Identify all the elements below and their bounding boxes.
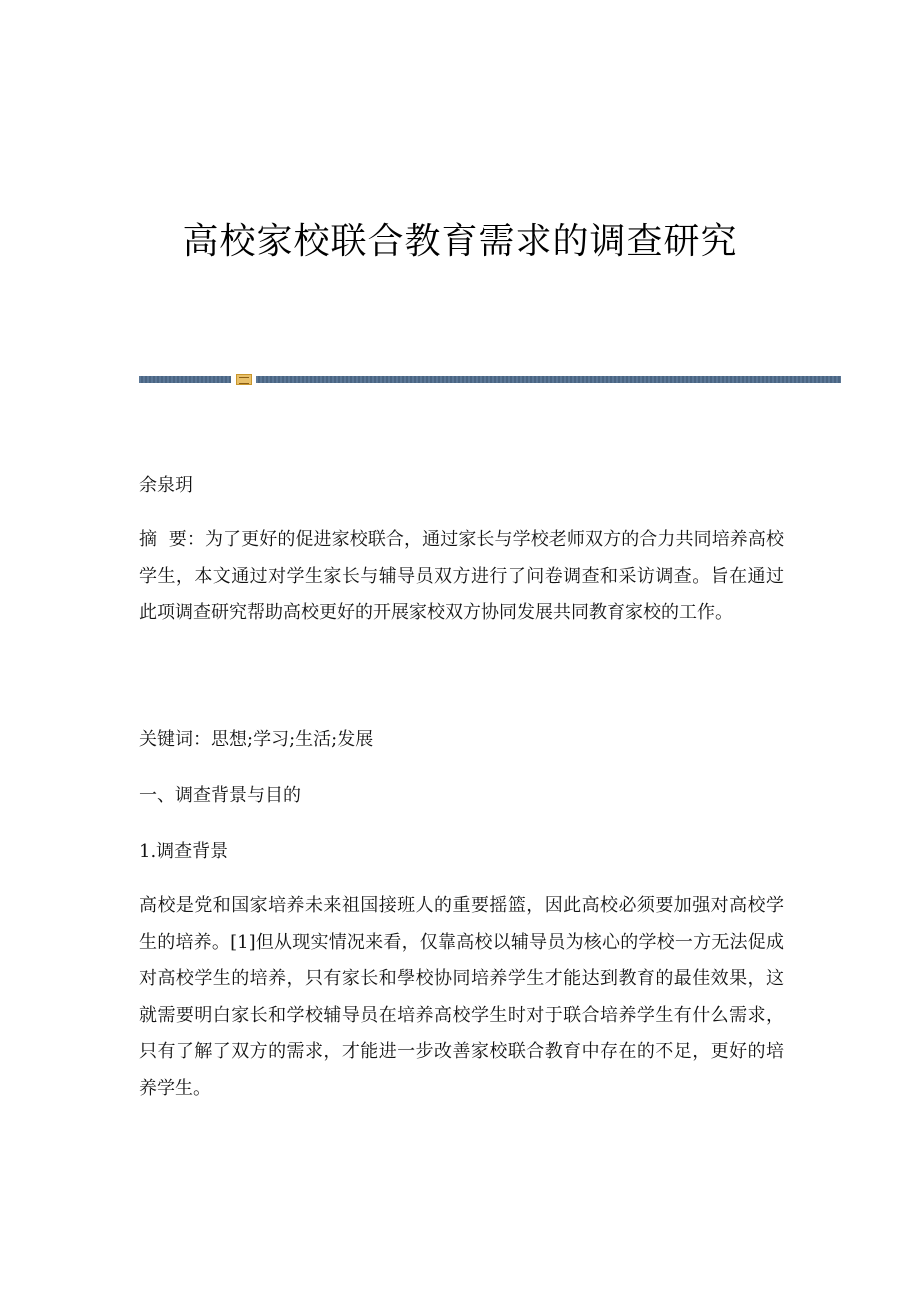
abstract-text: 为了更好的促进家校联合，通过家长与学校老师双方的合力共同培养高校学生，本文通过对学生家长与辅导员双方进行了问卷调查和采访调查。旨在通过此项调查研究帮助高校更好的开展家校双方协同发展共同教育家校的工作。 [139, 529, 784, 623]
keywords-label: 关键词： [139, 729, 211, 750]
section-heading: 一、调查背景与目的 [139, 785, 301, 806]
title-divider [139, 374, 841, 384]
envelope-ornament-icon [236, 374, 252, 385]
author-name: 余泉玥 [139, 475, 193, 496]
subsection-heading: 1.调查背景 [139, 841, 229, 862]
abstract-label: 摘 要： [139, 529, 205, 550]
divider-bar-left [139, 376, 231, 383]
keywords [139, 722, 784, 759]
abstract [139, 522, 784, 632]
body-paragraph: 高校是党和国家培养未来祖国接班人的重要摇篮，因此高校必须要加强对高校学生的培养。[1]但从现实情况来看，仅靠高校以辅导员为核心的学校一方无法促成对高校学生的培养，只有家长和學校协同培养学生才能达到教育的最佳效果，这就需要明白家长和学校辅导员在培养高校学生时对于联合培养学生有什么需求，只有了解了双方的需求，才能进一步改善家校联合教育中存在的不足，更好的培养学生。 [139, 895, 784, 1099]
keywords-text: 思想;学习;生活;发展 [211, 729, 374, 750]
divider-bar-right [256, 376, 841, 383]
document-title: 高校家校联合教育需求的调查研究 [182, 221, 738, 262]
